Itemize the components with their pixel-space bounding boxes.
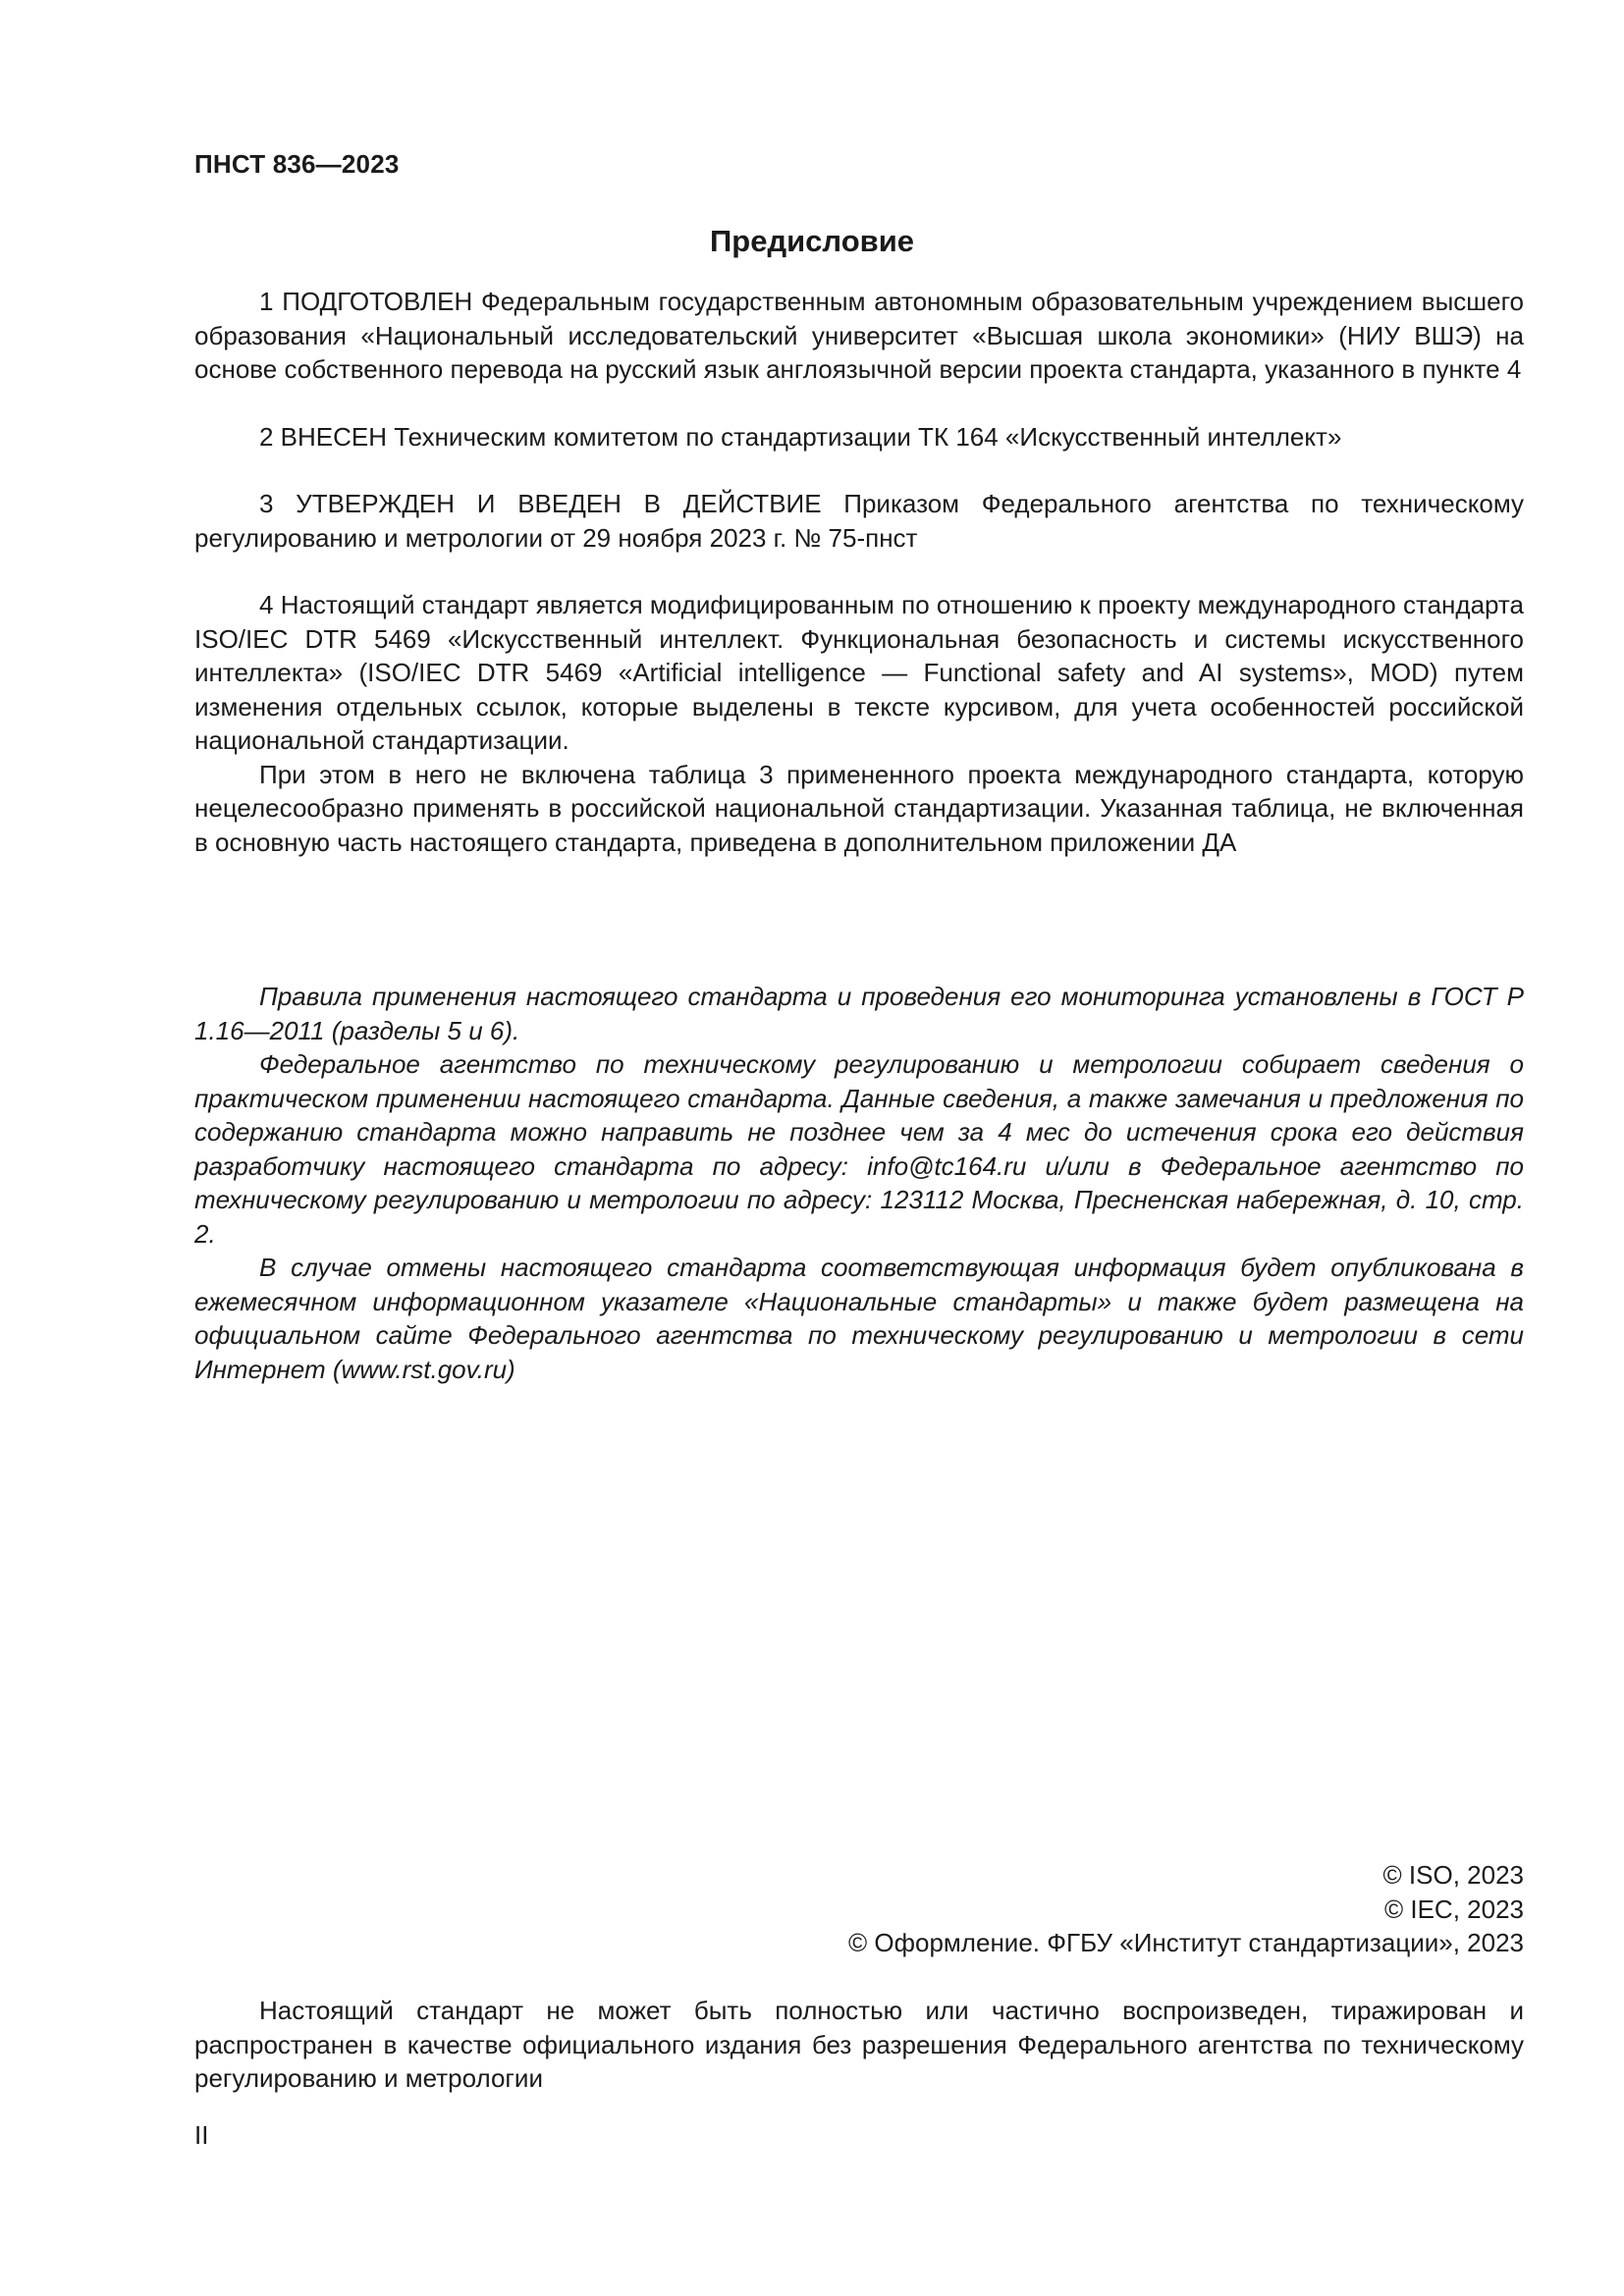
reproduction-notice-text: Настоящий стандарт не может быть полностью или частично воспроизведен, тиражирован и распространен в качестве официального издания без разрешения Федерального агентства по техническому регулированию и метрологии (194, 1996, 1524, 2093)
foreword-section (194, 285, 1524, 859)
copyright-iso: © ISO, 2023 (1382, 1860, 1524, 1890)
copyright-block (848, 1858, 1524, 1960)
foreword-item-2: 2 ВНЕСЕН Техническим комитетом по стандартизации ТК 164 «Искусственный интеллект» (259, 421, 1342, 452)
rules-section (194, 980, 1524, 1386)
copyright-design: © Оформление. ФГБУ «Институт стандартизации», 2023 (848, 1928, 1524, 1957)
foreword-item-4: 4 Настоящий стандарт является модифицированным по отношению к проекту международного стандарта ISO/IEC DTR 5469 «Искусственный интеллект. Функциональная безопасность и системы искусственного интеллекта» (ISO/IEC DTR 5469 «Artificial intelligence — Functional safety and AI systems», MOD) путем изменения отдельных ссылок, которые выделены в тексте курсивом, для учета особенностей российской национальной стандартизации. (194, 590, 1524, 755)
reproduction-notice (194, 1994, 1524, 2096)
feedback-paragraph: Федеральное агентство по техническому регулированию и метрологии собирает сведения о практическом применении настоящего стандарта. Данные сведения, а также замечания и предложения по содержанию стандарта можно направить не позднее чем за 4 мес до истечения срока его действия разработчику настоящего стандарта по адресу: info@tc164.ru и/или в Федеральное агентство по техническому регулированию и метрологии по адресу: 123112 Москва, Пресненская набережная, д. 10, стр. 2. (194, 1049, 1524, 1249)
foreword-item-1: 1 ПОДГОТОВЛЕН Федеральным государственным автономным образовательным учреждением высшего образования «Национальный исследовательский университет «Высшая школа экономики» (НИУ ВШЭ) на основе собственного перевода на русский язык англоязычной версии проекта стандарта, указанного в пункте 4 (194, 287, 1524, 384)
document-code: ПНСТ 836—2023 (194, 149, 400, 179)
foreword-item-4-continued: При этом в него не включена таблица 3 примененного проекта международного стандарта, которую нецелесообразно применять в российской национальной стандартизации. Указанная таблица, не включенная в основную часть настоящего стандарта, приведена в дополнительном приложении ДА (194, 759, 1524, 857)
foreword-item-3: 3 УТВЕРЖДЕН И ВВЕДЕН В ДЕЙСТВИЕ Приказом Федерального агентства по техническому регулированию и метрологии от 29 ноября 2023 г. № 75-пнст (194, 489, 1524, 553)
page-title: Предисловие (709, 224, 914, 258)
cancellation-paragraph: В случае отмены настоящего стандарта соответствующая информация будет опубликована в ежемесячном информационном указателе «Национальные стандарты» и также будет размещена на официальном сайте Федерального агентства по техническому регулированию и метрологии в сети Интернет (www.rst.gov.ru) (194, 1253, 1524, 1384)
page-number: II (194, 2120, 209, 2150)
copyright-iec: © IEC, 2023 (1383, 1894, 1524, 1924)
rules-paragraph: Правила применения настоящего стандарта и проведения его мониторинга установлены в ГОСТ Р 1.16—2011 (разделы 5 и 6). (194, 982, 1524, 1045)
